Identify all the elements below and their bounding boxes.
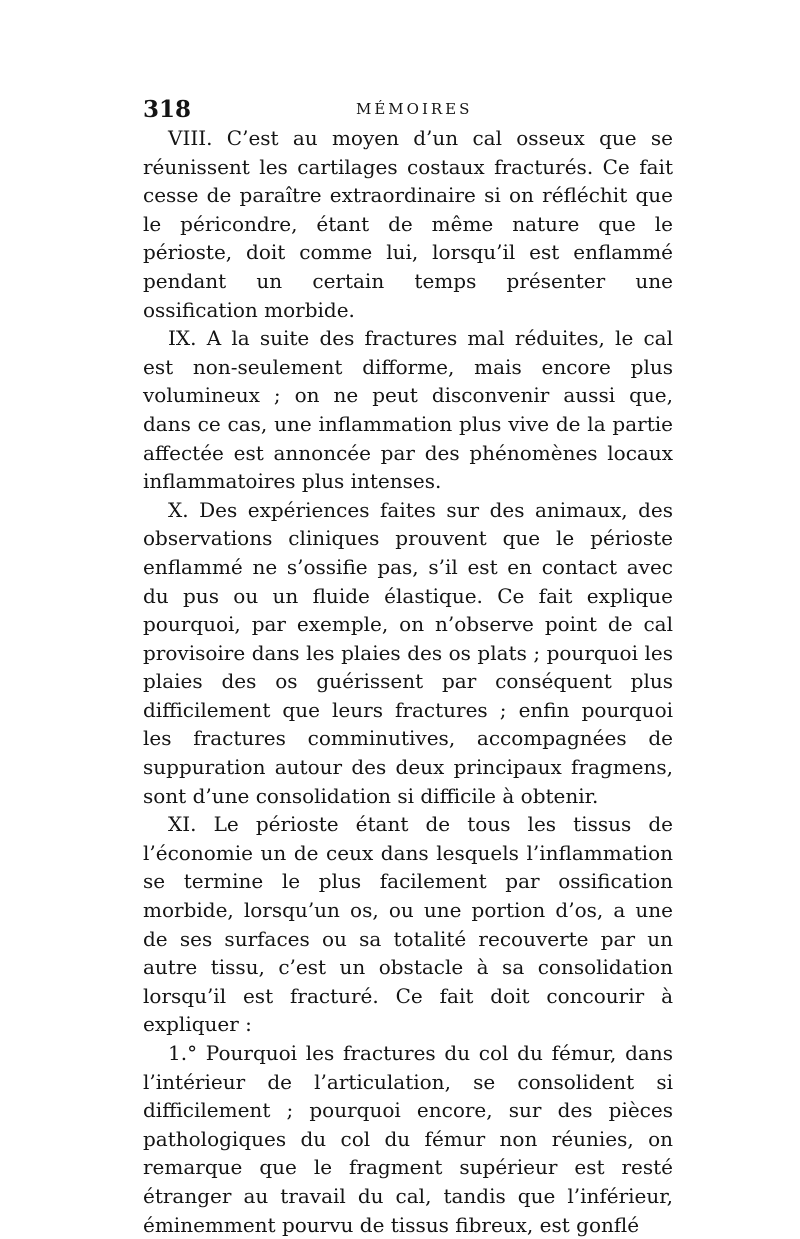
paragraph-point-1: 1.° Pourquoi les fractures du col du fémur, dans l’intérieur de l’articulation, se consolident si difficilement ; pourquoi encore, sur des pièces pathologiques du col du fémur non réunies, on remarque que le fragment supérieur est resté étranger au travail du cal, tandis que l’inférieur, éminemment pourvu de tissus fibreux, est gonflé: [143, 1041, 673, 1237]
paragraph-x: X. Des expériences faites sur des animaux, des observations cliniques prouvent que le périoste enflammé ne s’ossifie pas, s’il est en contact avec du pus ou un fluide élastique. Ce fait explique pourquoi, par exemple, on n’observe point de cal provisoire dans les plaies des os plats ; pourquoi les plaies des os guérissent par conséquent plus difficilement que leurs fractures ; enfin pourquoi les fractures comminutives, accompagnées de suppuration autour des deux principaux fragmens, sont d’une consolidation si difficile à obtenir.: [143, 497, 673, 808]
paragraph-ix: IX. A la suite des fractures mal réduites, le cal est non-seulement difforme, mais encore plus volumineux ; on ne peut disconvenir aussi que, dans ce cas, une inflammation plus vive de la partie affectée est annoncée par des phénomènes locaux inflammatoires plus intenses.: [143, 326, 673, 494]
page-header: [143, 96, 673, 126]
running-head: MÉMOIRES: [356, 100, 473, 118]
paragraph-xi: XI. Le périoste étant de tous les tissus de l’économie un de ceux dans lesquels l’inflammation se termine le plus facilement par ossification morbide, lorsqu’un os, ou une portion d’os, a une de ses surfaces ou sa totalité recouverte par un autre tissu, c’est un obstacle à sa consolidation lorsqu’il est fracturé. Ce fait doit concourir à expliquer :: [143, 812, 673, 1037]
page-number: 318: [143, 96, 192, 123]
page-body: [143, 124, 673, 1239]
paragraph-viii: VIII. C’est au moyen d’un cal osseux que se réunissent les cartilages costaux fracturés. Ce fait cesse de paraître extraordinaire si on réfléchit que le péricondre, étant de même nature que le périoste, doit comme lui, lorsqu’il est enflammé pendant un certain temps présenter une ossification morbide.: [143, 126, 673, 322]
